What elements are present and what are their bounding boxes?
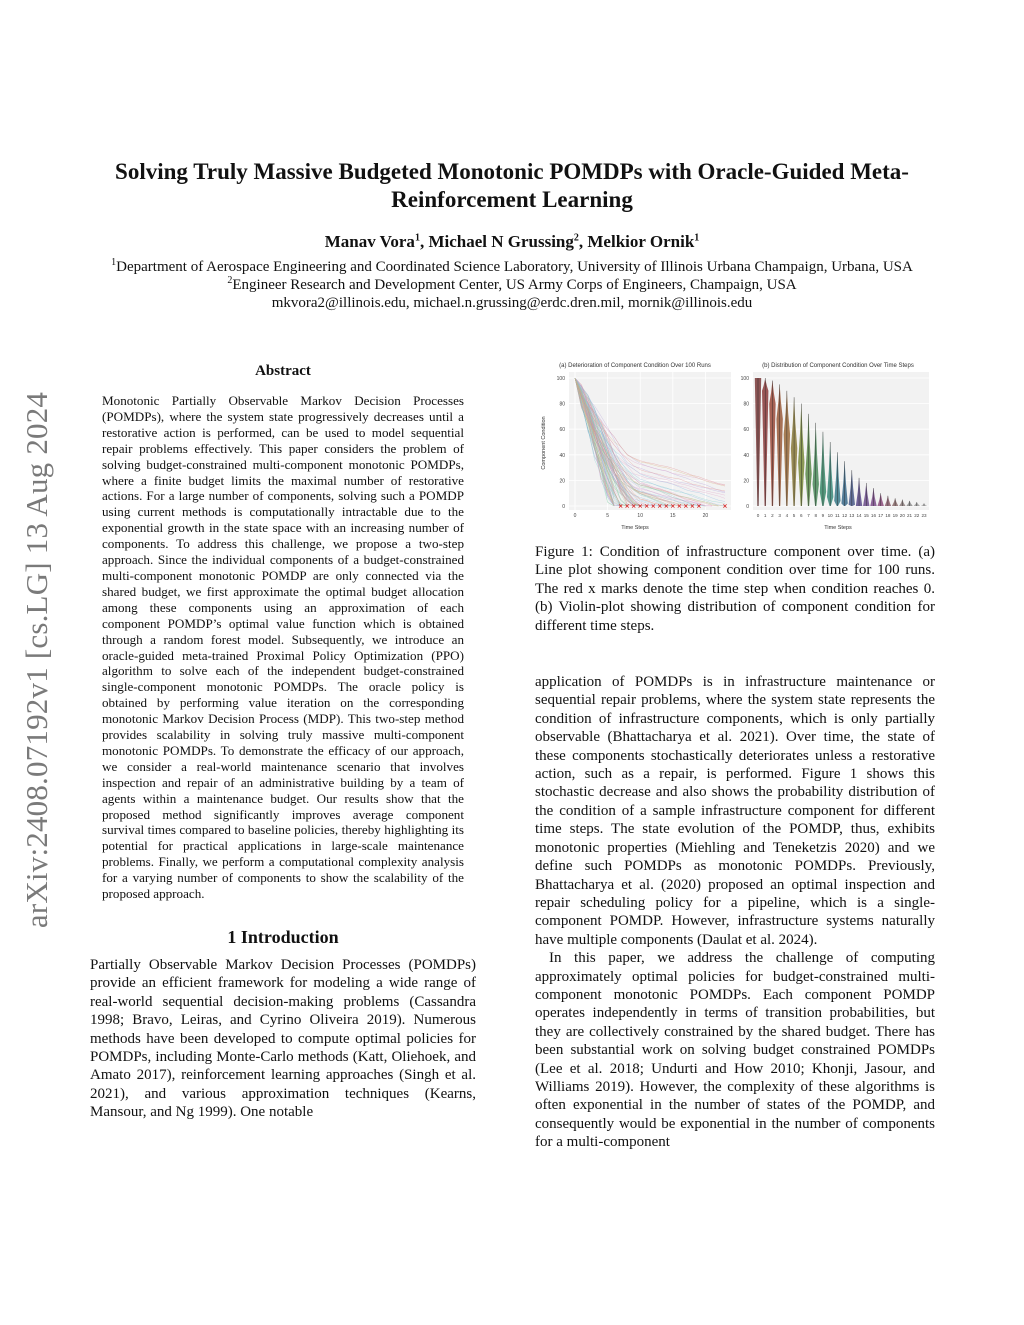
author-emails: mkvora2@illinois.edu, michael.n.grussing@erdc.dren.mil, mornik@illinois.edu	[271, 295, 753, 311]
x-tick-label: 2	[771, 513, 774, 518]
panel-b-title: (b) Distribution of Component Condition Over Time Steps	[762, 363, 914, 369]
x-tick-label: 1	[763, 513, 767, 518]
y-tick-label: 20	[743, 478, 749, 485]
panel-a-x-axis-label: Time Steps	[621, 525, 649, 531]
x-tick-label: 15	[670, 513, 676, 519]
author-affil-sup: 1	[414, 232, 420, 244]
x-tick-label: 19	[892, 513, 898, 518]
x-tick-label: 6	[800, 513, 803, 518]
x-tick-label: 13	[849, 513, 855, 518]
x-tick-label: 22	[914, 513, 920, 518]
affiliation-1: $^1$Department of Aerospace Engineering and Coordinated Science Laboratory, University of Illinois Urbana Champaign, Urbana, USA	[111, 257, 913, 275]
affiliations	[90, 258, 934, 312]
abstract-text: Monotonic Partially Observable Markov Decision Processes (POMDPs), where the system state progressively decreases until a restorative action is performed, can be used to model sequential repair problems effectively. This paper considers the problem of solving budget-constrained multi-component monotonic POMDPs, where a finite budget limits the maximal number of restorative actions. For a large number of components, solving such a POMDP using current methods is computationally intractable due to the exponential growth in the state space with an increasing number of components. To address this challenge, we propose a two-step approach. Since the individual components of a budget-constrained multi-component monotonic POMDP are only connected via the shared budget, we first approximate the optimal budget allocation among these components using an approximation of each component POMDP’s optimal value function which is obtained through a random forest model. Subsequently, we introduce an oracle-guided meta-trained Proximal Policy Optimization (PPO) algorithm to solve each of the independent budget-constrained single-component monotonic POMDPs. The oracle policy is obtained by performing value iteration on the corresponding monotonic Markov Decision Process (MDP). This two-step method provides scalability in solving truly massive multi-component monotonic POMDPs. To demonstrate the efficacy of our approach, we consider a real-world maintenance scenario that involves inspection and repair of an administrative building by a team of agents within a maintenance budget. Our results show that the proposed method significantly improves average component survival times compared to baseline policies, thereby highlighting its potential for practical applications in large-scale maintenance problems. Finally, we perform a computational complexity analysis for a varying number of components to show the scalability of the proposed approach.	[102, 393, 464, 902]
right-body-text	[535, 673, 935, 1152]
y-tick-label: 80	[559, 401, 565, 408]
y-tick-label: 0	[746, 504, 749, 510]
x-tick-label: 5	[792, 513, 796, 518]
x-tick-label: 0	[573, 513, 577, 519]
x-tick-label: 3	[778, 513, 781, 518]
panel-b-plot	[741, 372, 929, 518]
y-tick-label: 20	[559, 478, 565, 485]
left-column	[90, 363, 476, 1122]
x-tick-label: 7	[807, 513, 810, 518]
x-tick-label: 10	[827, 513, 833, 518]
body-paragraph: In this paper, we address the challenge of computing approximately optimal policies for budget-constrained multi-component monotonic POMDPs. Each component POMDP operates independently in terms of transition probabilities, but they are collectively constrained by the shared budget. There has been substantial work on solving budget constrained POMDPs (Lee et al. 2018; Undurti and How 2010; Khonji, Jasour, and Williams 2019). However, the complexity of these algorithms is often exponential in the number of states of the POMDP, and consequently would be exponential in the number of components for a multi-component	[535, 950, 935, 1151]
paper-title: Solving Truly Massive Budgeted Monotonic POMDPs with Oracle-Guided Meta-Reinforcement Learning	[115, 159, 909, 212]
x-tick-label: 20	[899, 513, 905, 518]
panel-a-plot	[557, 372, 731, 519]
x-tick-label: 23	[921, 513, 927, 518]
section-heading-introduction: 1 Introduction	[227, 927, 339, 947]
arxiv-sidebar	[12, 350, 62, 970]
author-name: Manav Vora	[324, 232, 415, 251]
x-tick-label: 8	[814, 513, 818, 518]
y-tick-label: 60	[559, 427, 565, 434]
x-tick-label: 18	[885, 513, 891, 518]
x-tick-label: 11	[835, 513, 840, 518]
panel-b-x-axis-label: Time Steps	[824, 525, 852, 531]
y-axis-label: Component Condition	[541, 416, 547, 470]
body-paragraph: application of POMDPs is in infrastructure maintenance or sequential repair problems, where the system state represents the condition of infrastructure components, which is only partially observable (Bhattacharya et al. 2021). Over time, the state of these components stochastically deteriorates unless a restorative action, such as a repair, is performed. Figure 1 shows this stochastic decrease and also shows the probability distribution of the condition of a sample infrastructure component for different time steps. The state evolution of the POMDP, thus, exhibits monotonic properties (Miehling and Teneketzis 2020) and we define such POMDPs as monotonic POMDPs. Previously, Bhattacharya et al. (2020) proposed an optimal inspection and repair scheduling policy for a pipeline, which is a single-component POMDP. However, infrastructure systems naturally have multiple components (Daulat et al. 2024).	[535, 674, 935, 948]
x-tick-label: 14	[856, 513, 862, 518]
x-tick-label: 15	[863, 513, 869, 518]
author-name: Michael N Grussing	[428, 232, 574, 251]
x-tick-label: 20	[702, 513, 709, 519]
panel-a-title: (a) Deterioration of Component Condition Over 100 Runs	[559, 363, 711, 369]
y-tick-label: 100	[556, 376, 565, 382]
y-tick-label: 60	[743, 427, 749, 434]
affiliation-2: $^2$Engineer Research and Development Center, US Army Corps of Engineers, Champaign, USA	[227, 275, 797, 293]
arxiv-identifier: arXiv:2408.07192v1 [cs.LG] 13 Aug 2024	[19, 391, 54, 929]
x-tick-label: 10	[637, 513, 643, 519]
figure-1-caption: Figure 1: Condition of infrastructure component over time. (a) Line plot showing component condition over time for 100 runs. The red x marks denote the time step when condition reaches 0. (b) Violin-plot showing distribution of component condition for different time steps.	[535, 544, 935, 634]
x-tick-label: 9	[821, 513, 825, 518]
x-tick-label: 17	[878, 513, 884, 518]
x-tick-label: 4	[785, 513, 789, 518]
x-tick-label: 5	[606, 513, 609, 519]
y-tick-label: 40	[559, 452, 565, 459]
y-tick-label: 40	[743, 452, 749, 459]
x-tick-label: 0	[756, 513, 760, 518]
author-affil-sup: 1	[694, 232, 700, 244]
figure-1-chart	[535, 358, 935, 533]
figure-1	[535, 358, 935, 533]
x-tick-label: 12	[842, 513, 848, 518]
abstract-heading: Abstract	[255, 363, 311, 379]
right-column	[535, 358, 935, 1152]
x-tick-label: 21	[907, 513, 913, 518]
author-name: Melkior Ornik	[587, 232, 695, 251]
author-affil-sup: 2	[573, 232, 579, 244]
y-tick-label: 0	[562, 504, 565, 510]
x-tick-label: 16	[870, 513, 877, 518]
y-tick-label: 100	[740, 376, 749, 382]
y-tick-label: 80	[743, 401, 749, 408]
intro-paragraph: Partially Observable Markov Decision Processes (POMDPs) provide an efficient framework for modeling a wide range of real-world sequential decision-making problems (Cassandra 1998; Bravo, Leiras, and Cyrino Oliveira 2019). Numerous methods have been developed to compute optimal policies for POMDPs, including Monte-Carlo methods (Katt, Oliehoek, and Amato 2017), reinforcement learning approaches (Singh et al. 2021), and various approximation techniques (Kearns, Mansour, and Ng 1999). One notable	[90, 957, 476, 1121]
author-list: Manav Vora$^1$, Michael N Grussing$^2$, Melkior Ornik$^1$	[324, 232, 700, 251]
